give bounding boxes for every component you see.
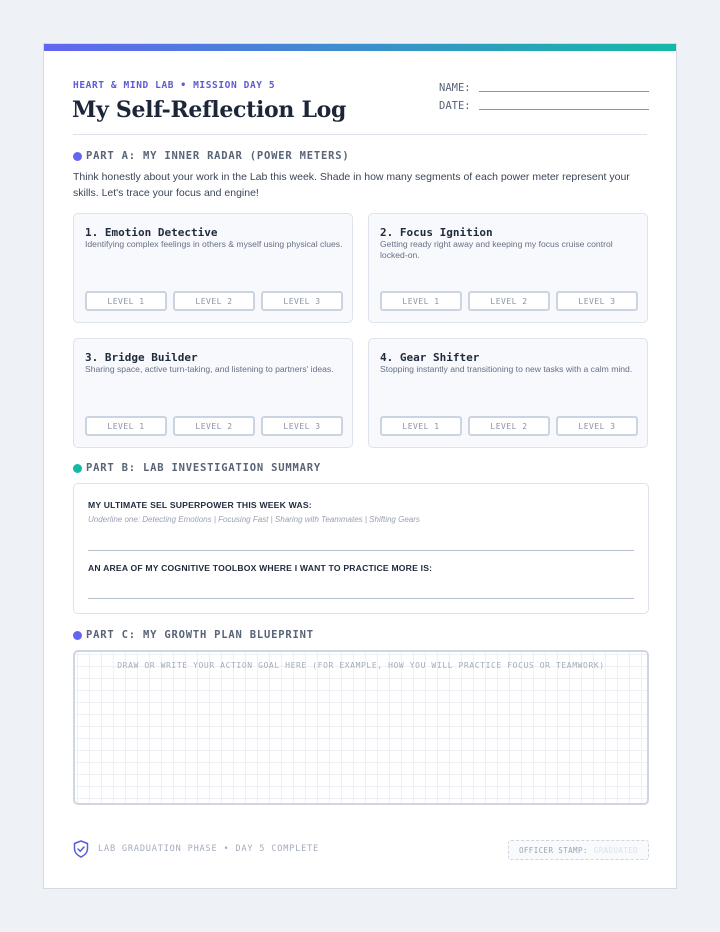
level-meter [380,416,638,436]
part-a-heading [73,150,350,162]
name-line[interactable] [479,91,649,92]
level-3-segment[interactable]: LEVEL 3 [556,291,638,311]
worksheet-page [43,43,677,889]
part-b-heading [73,462,321,474]
superpower-question: MY ULTIMATE SEL SUPERPOWER THIS WEEK WAS: [88,500,312,510]
level-3-segment[interactable]: LEVEL 3 [261,291,343,311]
part-a-intro: Think honestly about your work in the Lab this week. Shade in how many segments of each power meter represent your skills. Let's trace your focus and engine! [73,171,630,199]
date-line[interactable] [479,109,649,110]
card-title: 4. Gear Shifter [380,351,480,364]
part-a-title: PART A: MY INNER RADAR (POWER METERS) [86,150,350,162]
level-1-segment[interactable]: LEVEL 1 [85,416,167,436]
part-b-dot-icon [73,464,82,473]
card-title: 3. Bridge Builder [85,351,198,364]
card-description: Identifying complex feelings in others & myself using physical clues. [85,239,343,249]
growth-plan-drawing-area[interactable] [73,650,649,805]
footer-status: LAB GRADUATION PHASE • DAY 5 COMPLETE [98,844,320,854]
stamp-label: OFFICER STAMP: [518,845,588,855]
power-meter-card [73,338,353,448]
level-2-segment[interactable]: LEVEL 2 [173,416,255,436]
card-description: Getting ready right away and keeping my focus cruise control locked-on. [380,239,613,260]
level-3-segment[interactable]: LEVEL 3 [261,416,343,436]
name-field[interactable] [439,82,649,94]
date-label: DATE: [439,100,471,112]
mission-eyebrow: HEART & MIND LAB • MISSION DAY 5 [73,80,276,91]
practice-answer-line[interactable] [88,598,634,599]
part-c-heading [73,629,314,641]
level-meter [380,291,638,311]
power-meter-card [368,213,648,323]
page-title: My Self-Reflection Log [72,97,347,123]
shield-check-icon [73,840,89,858]
level-2-segment[interactable]: LEVEL 2 [173,291,255,311]
header-divider [73,134,647,135]
investigation-summary-box [73,483,649,614]
stamp-value: GRADUATED [593,845,639,855]
part-a-dot-icon [73,152,82,161]
power-meter-card [73,213,353,323]
level-meter [85,416,343,436]
level-meter [85,291,343,311]
level-3-segment[interactable]: LEVEL 3 [556,416,638,436]
card-description: Stopping instantly and transitioning to new tasks with a calm mind. [380,364,633,374]
practice-question: AN AREA OF MY COGNITIVE TOOLBOX WHERE I WANT TO PRACTICE MORE IS: [88,563,433,573]
level-1-segment[interactable]: LEVEL 1 [85,291,167,311]
level-2-segment[interactable]: LEVEL 2 [468,416,550,436]
part-c-title: PART C: MY GROWTH PLAN BLUEPRINT [86,629,314,641]
superpower-hint: Underline one: Detecting Emotions | Focusing Fast | Sharing with Teammates | Shifting Gears [88,515,420,524]
officer-stamp-box [508,840,649,860]
top-accent-bar [44,44,676,51]
card-title: 2. Focus Ignition [380,226,493,239]
part-b-title: PART B: LAB INVESTIGATION SUMMARY [86,462,322,474]
part-c-dot-icon [73,631,82,640]
name-label: NAME: [439,82,471,94]
level-1-segment[interactable]: LEVEL 1 [380,291,462,311]
level-1-segment[interactable]: LEVEL 1 [380,416,462,436]
card-title: 1. Emotion Detective [85,226,218,239]
level-2-segment[interactable]: LEVEL 2 [468,291,550,311]
superpower-answer-line[interactable] [88,550,634,551]
card-description: Sharing space, active turn-taking, and listening to partners' ideas. [85,364,334,374]
power-meter-card [368,338,648,448]
date-field[interactable] [439,100,649,112]
drawing-area-caption: DRAW OR WRITE YOUR ACTION GOAL HERE (FOR EXAMPLE, HOW YOU WILL PRACTICE FOCUS OR TEAMWORK) [117,661,605,670]
